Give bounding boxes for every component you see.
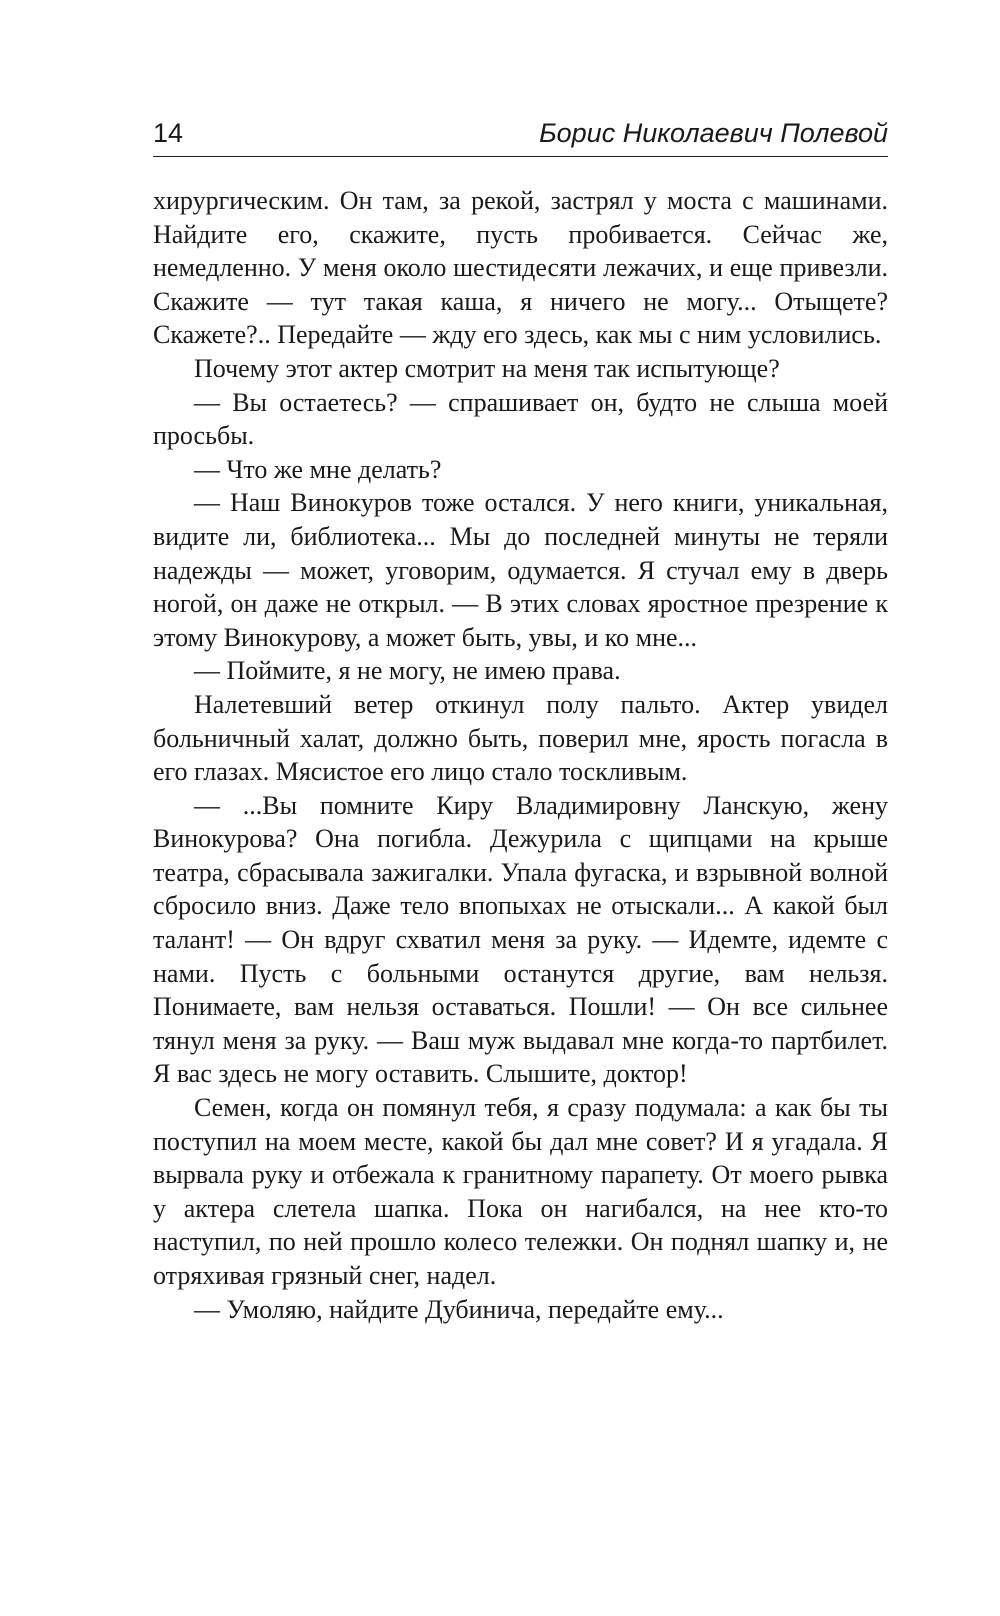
paragraph: — Наш Винокуров тоже остался. У него книги, уникальная, видите ли, библиотека... Мы до последней минуты не теряли надежды — может, уговорим, одумается. Я стучал ему в дверь ногой, он даже не открыл. — В этих словах яростное презрение к этому Винокурову, а может быть, увы, и ко мне... xyxy=(153,488,888,652)
paragraph: — Умоляю, найдите Дубинича, передайте ему... xyxy=(194,1294,724,1324)
paragraph: Почему этот актер смотрит на меня так испытующе? xyxy=(194,353,780,383)
paragraph: Налетевший ветер откинул полу пальто. Актер увидел больничный халат, должно быть, поверил мне, ярость погасла в его глазах. Мясистое его лицо стало тоскливым. xyxy=(153,689,888,787)
paragraph: — Вы остаетесь? — спрашивает он, будто не слыша моей просьбы. xyxy=(153,387,888,451)
paragraph: Семен, когда он помянул тебя, я сразу подумала: а как бы ты поступил на моем месте, какой бы дал мне совет? И я угадала. Я вырвала руку и отбежала к гранитному парапету. От моего рывка у актера слетела шапка. Пока он нагибался, на нее кто-то наступил, по ней прошло колесо тележки. Он поднял шапку и, не отряхивая грязный снег, надел. xyxy=(153,1093,888,1290)
running-title: Борис Николаевич Полевой xyxy=(539,118,888,148)
page-header xyxy=(153,112,888,157)
paragraph: — ...Вы помните Киру Владимировну Ланскую, жену Винокурова? Она погибла. Дежурила с щипцами на крыше театра, сбрасывала зажигалки. Упала фугаска, и взрывной волной сбросило вниз. Даже тело впопыхах не отыскали... А какой был талант! — Он вдруг схватил меня за руку. — Идемте, идемте с нами. Пусть с больными останутся другие, вам нельзя. Понимаете, вам нельзя оставаться. Пошли! — Он все сильнее тянул меня за руку. — Ваш муж выдавал мне когда-то партбилет. Я вас здесь не могу оставить. Слышите, доктор! xyxy=(153,790,888,1089)
body-text xyxy=(153,184,888,1326)
paragraph: — Поймите, я не могу, не имею права. xyxy=(194,656,621,686)
page-number: 14 xyxy=(153,118,184,148)
paragraph: хирургическим. Он там, за рекой, застрял у моста с машинами. Найдите его, скажите, пусть пробивается. Сейчас же, немедленно. У меня около шестидесяти лежачих, и еще привезли. Скажите — тут такая каша, я ничего не могу... Отыщете? Скажете?.. Передайте — жду его здесь, как мы с ним условились. xyxy=(153,186,888,350)
paragraph: — Что же мне делать? xyxy=(194,454,442,484)
